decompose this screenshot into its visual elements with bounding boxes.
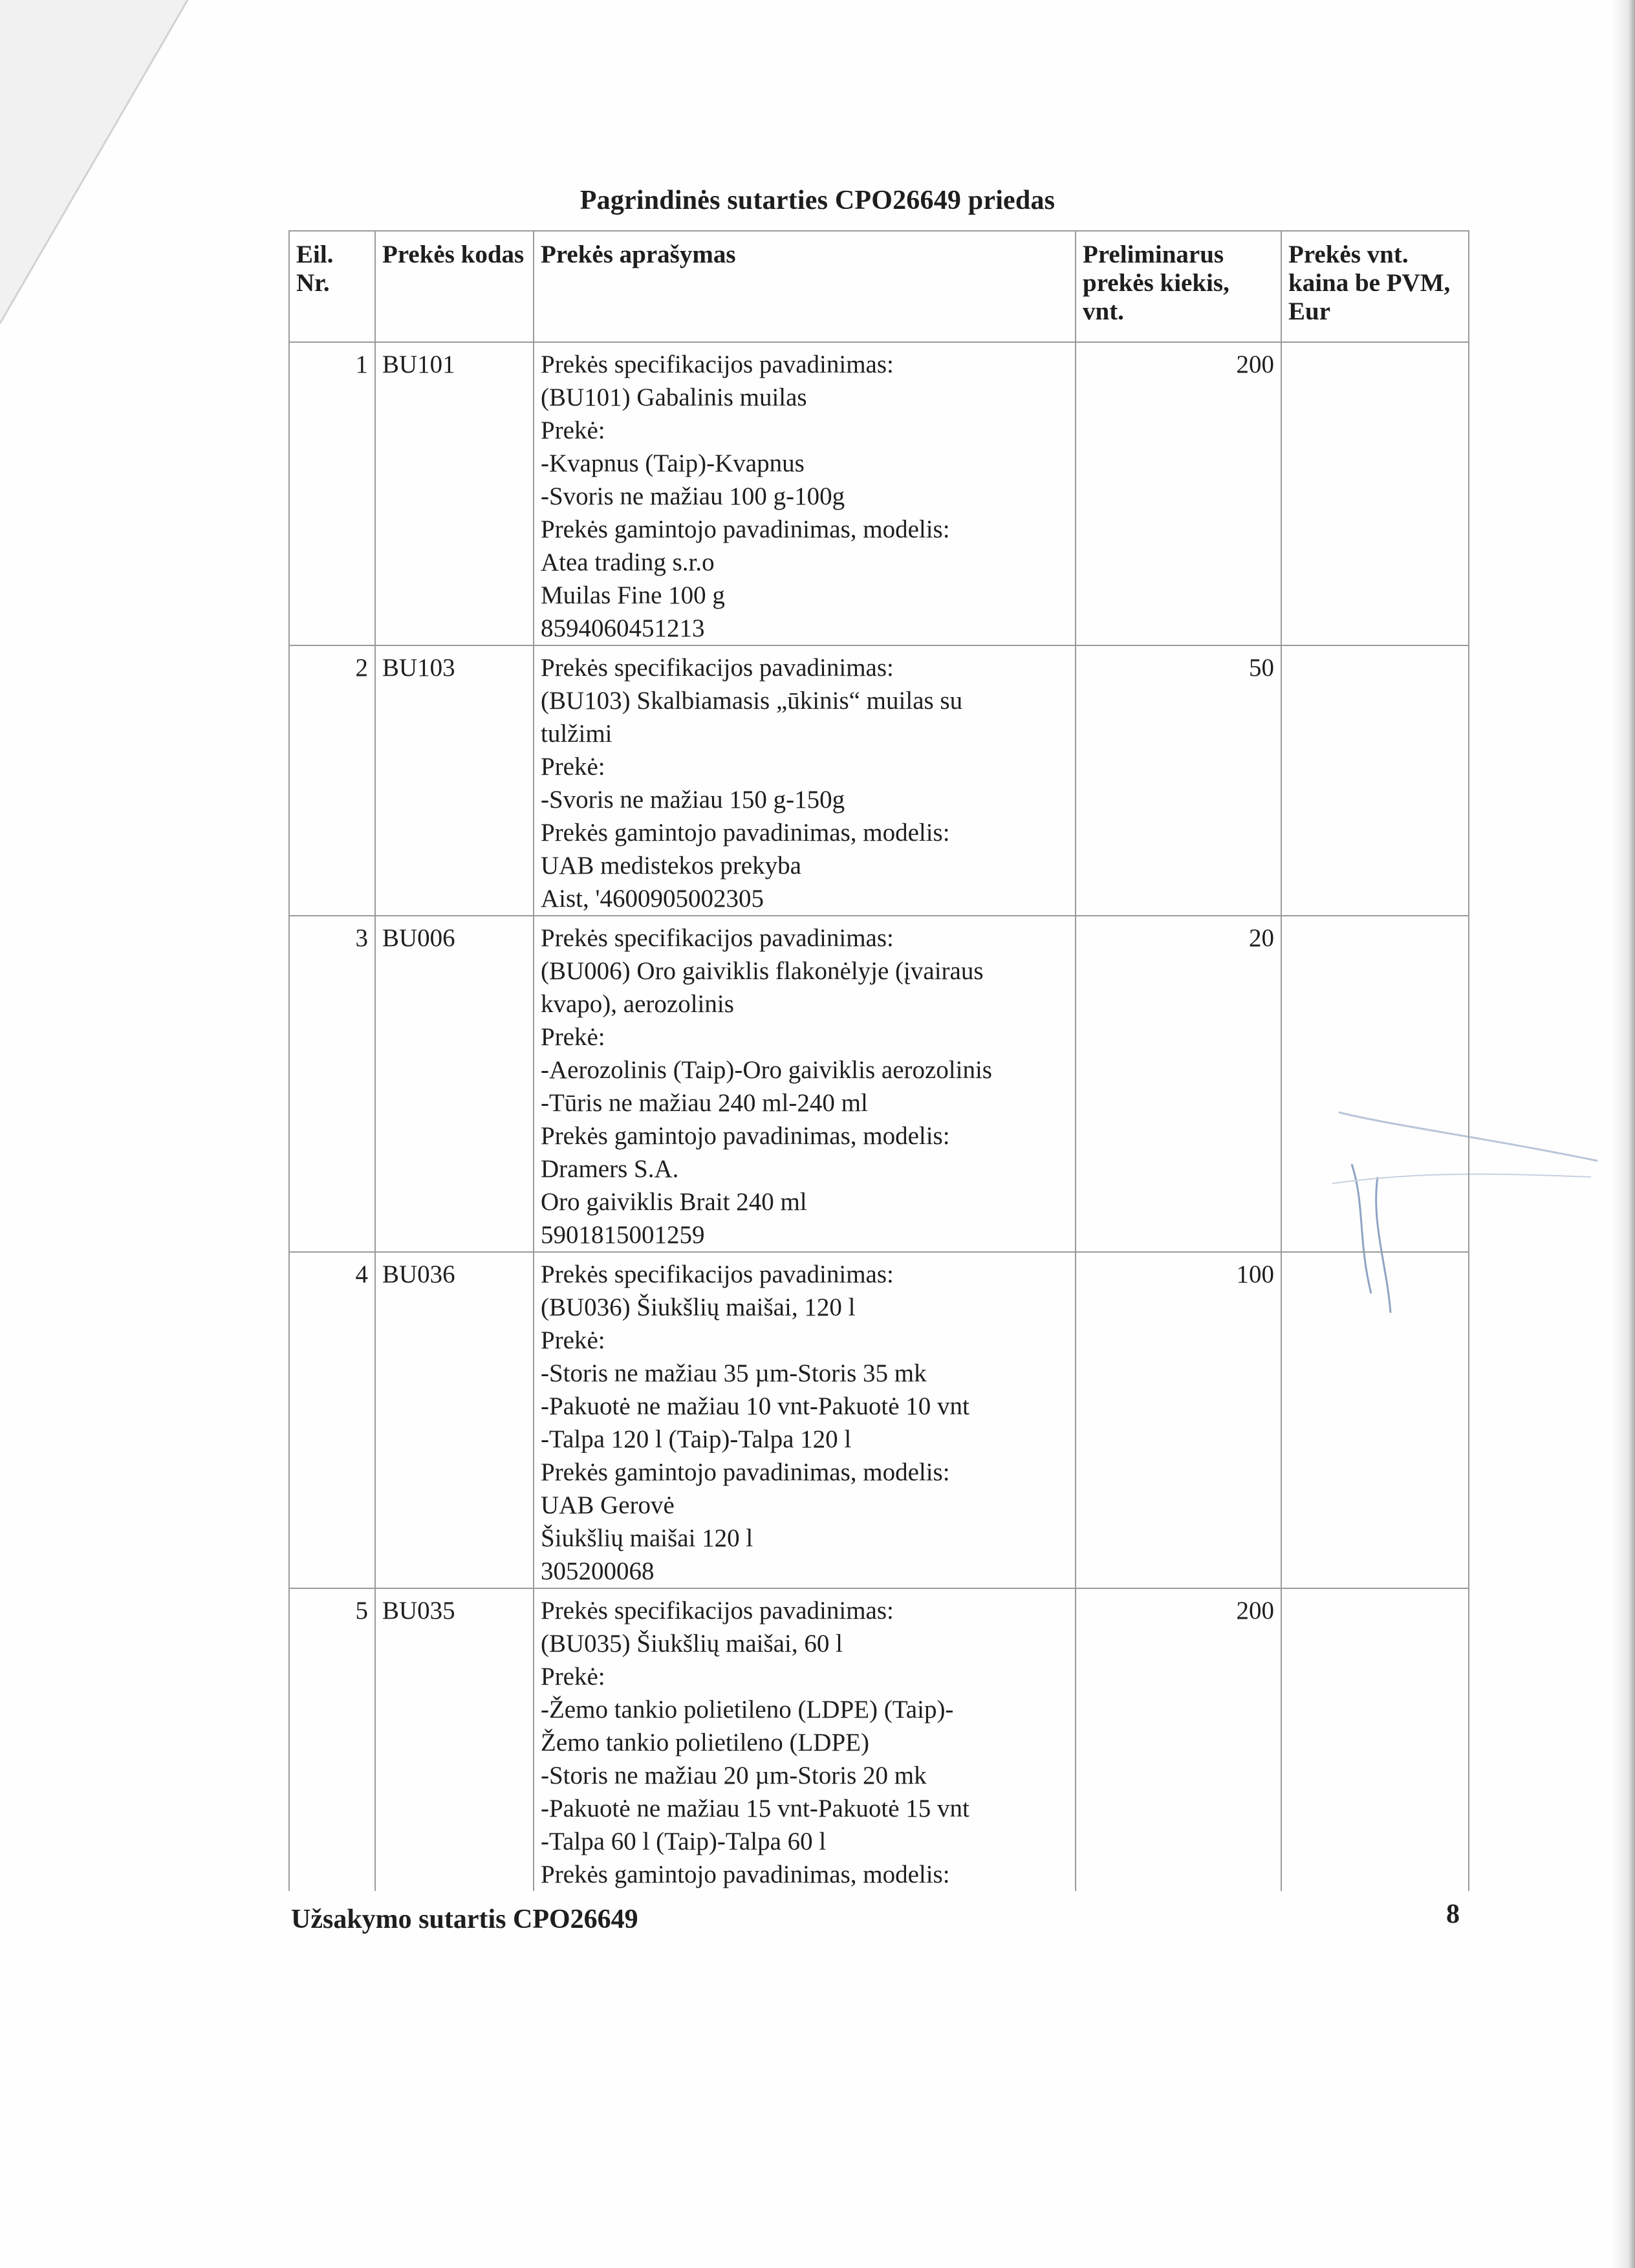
description-line: -Storis ne mažiau 20 µm-Storis 20 mk — [541, 1762, 927, 1789]
product-description — [534, 1588, 1076, 1891]
description-line: Prekė: — [541, 1023, 605, 1051]
product-quantity: 200 — [1076, 1588, 1281, 1891]
description-line: 305200068 — [541, 1557, 655, 1585]
row-number: 3 — [289, 916, 375, 1252]
description-line: -Pakuotė ne mažiau 15 vnt-Pakuotė 15 vnt — [541, 1795, 969, 1822]
table-body — [289, 342, 1469, 1891]
description-line: Prekė: — [541, 416, 605, 444]
description-line: Muilas Fine 100 g — [541, 581, 725, 609]
description-line: Prekės specifikacijos pavadinimas: — [541, 654, 894, 682]
description-line: Šiukšlių maišai 120 l — [541, 1524, 753, 1552]
row-number: 5 — [289, 1588, 375, 1891]
description-line: -Kvapnus (Taip)-Kvapnus — [541, 449, 805, 477]
description-line: Prekės specifikacijos pavadinimas: — [541, 1597, 894, 1625]
description-line: Prekės gamintojo pavadinimas, modelis: — [541, 1861, 950, 1888]
description-line: Prekės specifikacijos pavadinimas: — [541, 924, 894, 952]
footer-contract-label: Užsakymo sutartis CPO26649 — [291, 1905, 638, 1934]
product-code: BU035 — [375, 1588, 534, 1891]
description-line: -Storis ne mažiau 35 µm-Storis 35 mk — [541, 1359, 927, 1387]
product-quantity: 50 — [1076, 645, 1281, 916]
header-description: Prekės aprašymas — [534, 231, 1076, 342]
description-line: Aist, '4600905002305 — [541, 885, 764, 913]
description-line: Prekė: — [541, 753, 605, 781]
document-title: Pagrindinės sutarties CPO26649 priedas — [579, 186, 1056, 215]
description-line: Oro gaiviklis Brait 240 ml — [541, 1188, 807, 1216]
table-row — [289, 1252, 1469, 1588]
header-price: Prekės vnt. kaina be PVM, Eur — [1281, 231, 1469, 342]
description-line: (BU036) Šiukšlių maišai, 120 l — [541, 1293, 856, 1321]
description-line: (BU103) Skalbiamasis „ūkinis“ muilas su — [541, 687, 963, 715]
description-line: -Pakuotė ne mažiau 10 vnt-Pakuotė 10 vnt — [541, 1392, 969, 1420]
product-description — [534, 342, 1076, 645]
description-line: (BU006) Oro gaiviklis flakonėlyje (įvairaus — [541, 957, 984, 985]
table-row — [289, 916, 1469, 1252]
table-row — [289, 1588, 1469, 1891]
description-line: Prekė: — [541, 1663, 605, 1690]
row-number: 2 — [289, 645, 375, 916]
description-line: Prekės gamintojo pavadinimas, modelis: — [541, 1458, 950, 1486]
description-line: (BU035) Šiukšlių maišai, 60 l — [541, 1630, 843, 1658]
description-line: Prekės gamintojo pavadinimas, modelis: — [541, 515, 950, 543]
description-line: 8594060451213 — [541, 614, 705, 642]
description-line: -Talpa 120 l (Taip)-Talpa 120 l — [541, 1425, 852, 1453]
description-line: 5901815001259 — [541, 1221, 705, 1249]
description-line: Prekės gamintojo pavadinimas, modelis: — [541, 819, 950, 847]
product-code: BU036 — [375, 1252, 534, 1588]
product-description — [534, 916, 1076, 1252]
description-line: Atea trading s.r.o — [541, 548, 715, 576]
product-description — [534, 645, 1076, 916]
description-line: Prekės specifikacijos pavadinimas: — [541, 351, 894, 378]
product-quantity: 200 — [1076, 342, 1281, 645]
description-line: -Svoris ne mažiau 150 g-150g — [541, 786, 845, 814]
product-description — [534, 1252, 1076, 1588]
description-line: kvapo), aerozolinis — [541, 990, 734, 1018]
product-quantity: 100 — [1076, 1252, 1281, 1588]
description-line: (BU101) Gabalinis muilas — [541, 383, 807, 411]
row-number: 4 — [289, 1252, 375, 1588]
description-line: UAB Gerovė — [541, 1491, 675, 1519]
description-line: -Talpa 60 l (Taip)-Talpa 60 l — [541, 1828, 827, 1855]
header-code: Prekės kodas — [375, 231, 534, 342]
description-line: -Svoris ne mažiau 100 g-100g — [541, 482, 845, 510]
product-code: BU101 — [375, 342, 534, 645]
product-price — [1281, 645, 1469, 916]
product-price — [1281, 916, 1469, 1252]
table-row — [289, 342, 1469, 645]
table-header-row — [289, 231, 1469, 342]
description-line: Prekės gamintojo pavadinimas, modelis: — [541, 1122, 950, 1150]
product-code: BU103 — [375, 645, 534, 916]
description-line: Prekės specifikacijos pavadinimas: — [541, 1260, 894, 1288]
scan-corner-shadow — [0, 0, 194, 336]
description-line: UAB medistekos prekyba — [541, 852, 801, 880]
description-line: Dramers S.A. — [541, 1155, 679, 1183]
description-line: -Tūris ne mažiau 240 ml-240 ml — [541, 1089, 868, 1117]
scan-edge-shadow — [1612, 0, 1635, 2268]
description-line: -Aerozolinis (Taip)-Oro gaiviklis aerozolinis — [541, 1056, 992, 1084]
product-price — [1281, 1252, 1469, 1588]
description-line: Prekė: — [541, 1326, 605, 1354]
product-price — [1281, 1588, 1469, 1891]
header-nr: Eil. Nr. — [289, 231, 375, 342]
page-number: 8 — [1446, 1899, 1460, 1929]
items-table — [288, 230, 1469, 1891]
description-line: Žemo tankio polietileno (LDPE) — [541, 1729, 869, 1756]
product-quantity: 20 — [1076, 916, 1281, 1252]
description-line: tulžimi — [541, 720, 612, 748]
table-row — [289, 645, 1469, 916]
product-code: BU006 — [375, 916, 534, 1252]
header-quantity: Preliminarus prekės kiekis, vnt. — [1076, 231, 1281, 342]
row-number: 1 — [289, 342, 375, 645]
product-price — [1281, 342, 1469, 645]
description-line: -Žemo tankio polietileno (LDPE) (Taip)- — [541, 1696, 954, 1723]
